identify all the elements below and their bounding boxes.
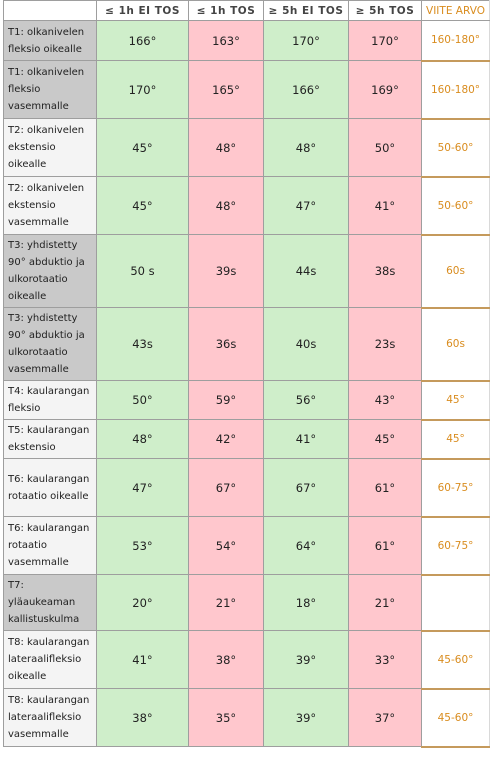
value-cell: 45°: [97, 177, 189, 235]
table-row: [4, 575, 490, 631]
value-cell: 48°: [264, 119, 349, 177]
table-row: [4, 689, 490, 747]
value-cell: 40s: [264, 308, 349, 381]
table-row: [4, 235, 490, 308]
value-cell: 38°: [189, 631, 264, 689]
table-row: [4, 21, 490, 61]
value-cell: 37°: [349, 689, 422, 747]
table-row: [4, 61, 490, 119]
value-cell: 67°: [264, 459, 349, 517]
value-cell: 166°: [264, 61, 349, 119]
value-cell: 50°: [349, 119, 422, 177]
row-label: T7: yläaukeaman kallistuskulma: [4, 575, 97, 631]
value-cell: 41°: [349, 177, 422, 235]
row-label: T1: olkanivelen fleksio oikealle: [4, 21, 97, 61]
value-cell: 61°: [349, 459, 422, 517]
row-label: T2: olkanivelen ekstensio oikealle: [4, 119, 97, 177]
table-row: [4, 119, 490, 177]
value-cell: 45°: [349, 420, 422, 459]
row-label: T2: olkanivelen ekstensio vasemmalle: [4, 177, 97, 235]
reference-value: [422, 575, 490, 631]
value-cell: 170°: [349, 21, 422, 61]
reference-value: 160-180°: [422, 61, 490, 119]
value-cell: 47°: [264, 177, 349, 235]
value-cell: 38s: [349, 235, 422, 308]
reference-value: 50-60°: [422, 177, 490, 235]
value-cell: 39s: [189, 235, 264, 308]
row-label: T4: kaularangan fleksio: [4, 381, 97, 420]
value-cell: 165°: [189, 61, 264, 119]
value-cell: 20°: [97, 575, 189, 631]
value-cell: 45°: [97, 119, 189, 177]
value-cell: 38°: [97, 689, 189, 747]
header-5h-tos: ≥ 5h TOS: [349, 1, 422, 21]
row-label: T8: kaularangan lateraalifleksio vasemmalle: [4, 689, 97, 747]
value-cell: 163°: [189, 21, 264, 61]
reference-value: 60s: [422, 308, 490, 381]
reference-value: 60-75°: [422, 517, 490, 575]
value-cell: 56°: [264, 381, 349, 420]
reference-value: 160-180°: [422, 21, 490, 61]
value-cell: 43°: [349, 381, 422, 420]
value-cell: 169°: [349, 61, 422, 119]
value-cell: 170°: [97, 61, 189, 119]
reference-value: 60-75°: [422, 459, 490, 517]
header-1h-ei-tos: ≤ 1h EI TOS: [97, 1, 189, 21]
reference-value: 45°: [422, 381, 490, 420]
reference-value: 45-60°: [422, 689, 490, 747]
value-cell: 54°: [189, 517, 264, 575]
table-row: [4, 308, 490, 381]
measurement-table: [3, 0, 490, 748]
row-label: T3: yhdistetty 90° abduktio ja ulkorotaatio oikealle: [4, 235, 97, 308]
value-cell: 35°: [189, 689, 264, 747]
table-row: [4, 381, 490, 420]
value-cell: 44s: [264, 235, 349, 308]
header-1h-tos: ≤ 1h TOS: [189, 1, 264, 21]
row-label: T3: yhdistetty 90° abduktio ja ulkorotaatio vasemmalle: [4, 308, 97, 381]
reference-value: 50-60°: [422, 119, 490, 177]
value-cell: 48°: [189, 177, 264, 235]
header-blank: [4, 1, 97, 21]
value-cell: 48°: [189, 119, 264, 177]
value-cell: 18°: [264, 575, 349, 631]
table-row: [4, 420, 490, 459]
value-cell: 53°: [97, 517, 189, 575]
table-row: [4, 177, 490, 235]
header-viite-arvo: VIITE ARVO: [422, 1, 490, 21]
value-cell: 59°: [189, 381, 264, 420]
value-cell: 61°: [349, 517, 422, 575]
table-row: [4, 631, 490, 689]
row-label: T6: kaularangan rotaatio vasemmalle: [4, 517, 97, 575]
value-cell: 50°: [97, 381, 189, 420]
row-label: T5: kaularangan ekstensio: [4, 420, 97, 459]
value-cell: 23s: [349, 308, 422, 381]
value-cell: 21°: [189, 575, 264, 631]
reference-value: 45-60°: [422, 631, 490, 689]
value-cell: 43s: [97, 308, 189, 381]
value-cell: 64°: [264, 517, 349, 575]
reference-value: 60s: [422, 235, 490, 308]
header-5h-ei-tos: ≥ 5h EI TOS: [264, 1, 349, 21]
value-cell: 39°: [264, 689, 349, 747]
value-cell: 36s: [189, 308, 264, 381]
value-cell: 50 s: [97, 235, 189, 308]
value-cell: 47°: [97, 459, 189, 517]
value-cell: 41°: [97, 631, 189, 689]
table-row: [4, 517, 490, 575]
header-row: [4, 1, 490, 21]
row-label: T1: olkanivelen fleksio vasemmalle: [4, 61, 97, 119]
table-row: [4, 459, 490, 517]
row-label: T8: kaularangan lateraalifleksio oikealle: [4, 631, 97, 689]
reference-value: 45°: [422, 420, 490, 459]
value-cell: 166°: [97, 21, 189, 61]
value-cell: 21°: [349, 575, 422, 631]
value-cell: 41°: [264, 420, 349, 459]
value-cell: 39°: [264, 631, 349, 689]
row-label: T6: kaularangan rotaatio oikealle: [4, 459, 97, 517]
value-cell: 48°: [97, 420, 189, 459]
value-cell: 67°: [189, 459, 264, 517]
value-cell: 33°: [349, 631, 422, 689]
value-cell: 42°: [189, 420, 264, 459]
value-cell: 170°: [264, 21, 349, 61]
